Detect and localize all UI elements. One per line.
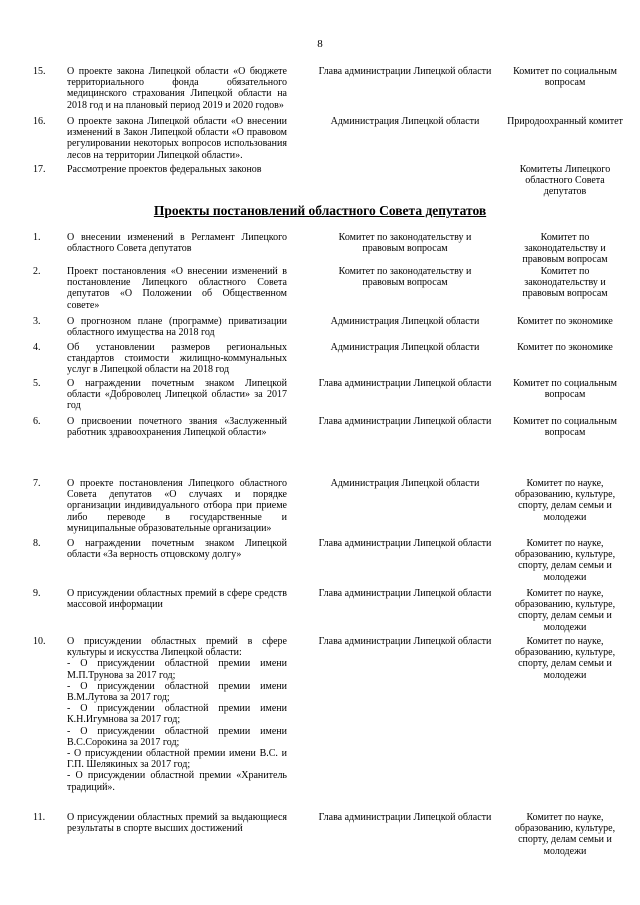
row-committee: Комитет по экономике [517,342,613,353]
row-number: 9. [33,588,41,599]
row-committee: Комитеты Липецкого областного Совета депутатов [519,164,611,198]
row-executor: Администрация Липецкой области [330,316,480,327]
premium-item: О присуждении областных премий в сфере культуры и искусства Липецкой области: [67,636,287,659]
row-committee: Комитет по науке, образованию, культуре, спорту, делам семьи и молодежи [514,588,616,633]
row-text: О присуждении областных премий за выдающиеся результаты в спорте высших достижений [67,812,287,835]
row-text: О награждении почетным знаком Липецкой области «Доброволец Липецкой области» за 2017 год [67,378,287,412]
row-committee: Комитет по науке, образованию, культуре, спорту, делам семьи и молодежи [514,812,616,857]
row-committee: Комитет по социальным вопросам [513,416,617,439]
page-number: 8 [317,38,323,50]
row-number: 6. [33,416,41,427]
row-committee: Комитет по социальным вопросам [513,66,617,89]
row-number: 4. [33,342,41,353]
row-executor: Администрация Липецкой области [330,478,480,489]
row-executor: Глава администрации Липецкой области [318,378,492,389]
premium-item: - О присуждении областной премии имени К.Н.Игумнова за 2017 год; [67,703,287,726]
row-committee: Комитет по экономике [517,316,613,327]
row-committee: Комитет по науке, образованию, культуре, спорту, делам семьи и молодежи [514,538,616,583]
row-executor: Глава администрации Липецкой области [318,416,492,427]
row-text [67,636,287,793]
row-text: О проекте постановления Липецкого областного Совета депутатов «О случаях и порядке организации индивидуального отбора при приеме либо переводе в государственные и муниципальные образовательные организации» [67,478,287,534]
row-number: 7. [33,478,41,489]
row-text: О проекте закона Липецкой области «О внесении изменений в Закон Липецкой области «О правовом регулировании некоторых вопросов использования лесов на территории Липецкой области». [67,116,287,161]
row-number: 11. [33,812,46,823]
row-executor: Глава администрации Липецкой области [318,66,492,77]
row-text: О прогнозном плане (программе) приватизации областного имущества на 2018 год [67,316,287,339]
row-committee: Комитет по законодательству и правовым вопросам [522,232,608,266]
row-text: О присуждении областных премий в сфере средств массовой информации [67,588,287,611]
premium-item: - О присуждении областной премии имени В.М.Лутова за 2017 год; [67,680,287,704]
row-number: 8. [33,538,41,549]
row-executor: Глава администрации Липецкой области [318,636,492,647]
premium-item: - О присуждении областной премии имени М.П.Трунова за 2017 год; [67,658,287,681]
row-executor: Глава администрации Липецкой области [318,812,492,823]
premium-item: - О присуждении областной премии имени В.С.Сорокина за 2017 год; [67,725,287,748]
premium-item: - О присуждении областной премии «Хранитель традиций». [67,770,287,793]
row-committee: Комитет по науке, образованию, культуре, спорту, делам семьи и молодежи [514,636,616,681]
row-number: 2. [33,266,41,277]
row-text: О присвоении почетного звания «Заслуженный работник здравоохранения Липецкой области» [67,416,287,439]
row-number: 1. [33,232,41,243]
row-executor: Администрация Липецкой области [330,342,480,353]
premium-item: - О присуждении областной премии имени В.С. и Г.П. Шелякиных за 2017 год; [67,748,287,771]
section-heading: Проекты постановлений областного Совета депутатов [153,203,487,218]
row-number: 5. [33,378,41,389]
row-executor: Администрация Липецкой области [330,116,480,127]
row-number: 10. [33,636,46,647]
row-executor: Глава администрации Липецкой области [318,588,492,599]
row-text: О внесении изменений в Регламент Липецкого областного Совета депутатов [67,232,287,255]
row-number: 3. [33,316,41,327]
row-number: 17. [33,164,46,175]
row-text: О награждении почетным знаком Липецкой области «За верность отцовскому долгу» [67,538,287,561]
row-executor: Комитет по законодательству и правовым вопросам [338,232,472,255]
row-text: Об установлении размеров региональных стандартов стоимости жилищно-коммунальных услуг в Липецкой области на 2018 год [67,342,287,376]
row-executor: Комитет по законодательству и правовым вопросам [338,266,472,289]
row-text: Проект постановления «О внесении изменений в постановление Липецкого областного Совета депутатов «О Положении об Общественном совете» [67,266,287,311]
row-text: О проекте закона Липецкой области «О бюджете территориального фонда обязательного медицинского страхования Липецкой области на 2018 год и на плановый период 2019 и 2020 годов» [67,66,287,111]
row-committee: Комитет по законодательству и правовым вопросам [522,266,608,300]
row-committee: Комитет по науке, образованию, культуре, спорту, делам семьи и молодежи [514,478,616,523]
row-number: 15. [33,66,46,77]
row-committee: Комитет по социальным вопросам [513,378,617,401]
row-committee: Природоохранный комитет [507,116,623,127]
row-number: 16. [33,116,46,127]
row-text: Рассмотрение проектов федеральных законов [67,164,262,175]
row-executor: Глава администрации Липецкой области [318,538,492,549]
